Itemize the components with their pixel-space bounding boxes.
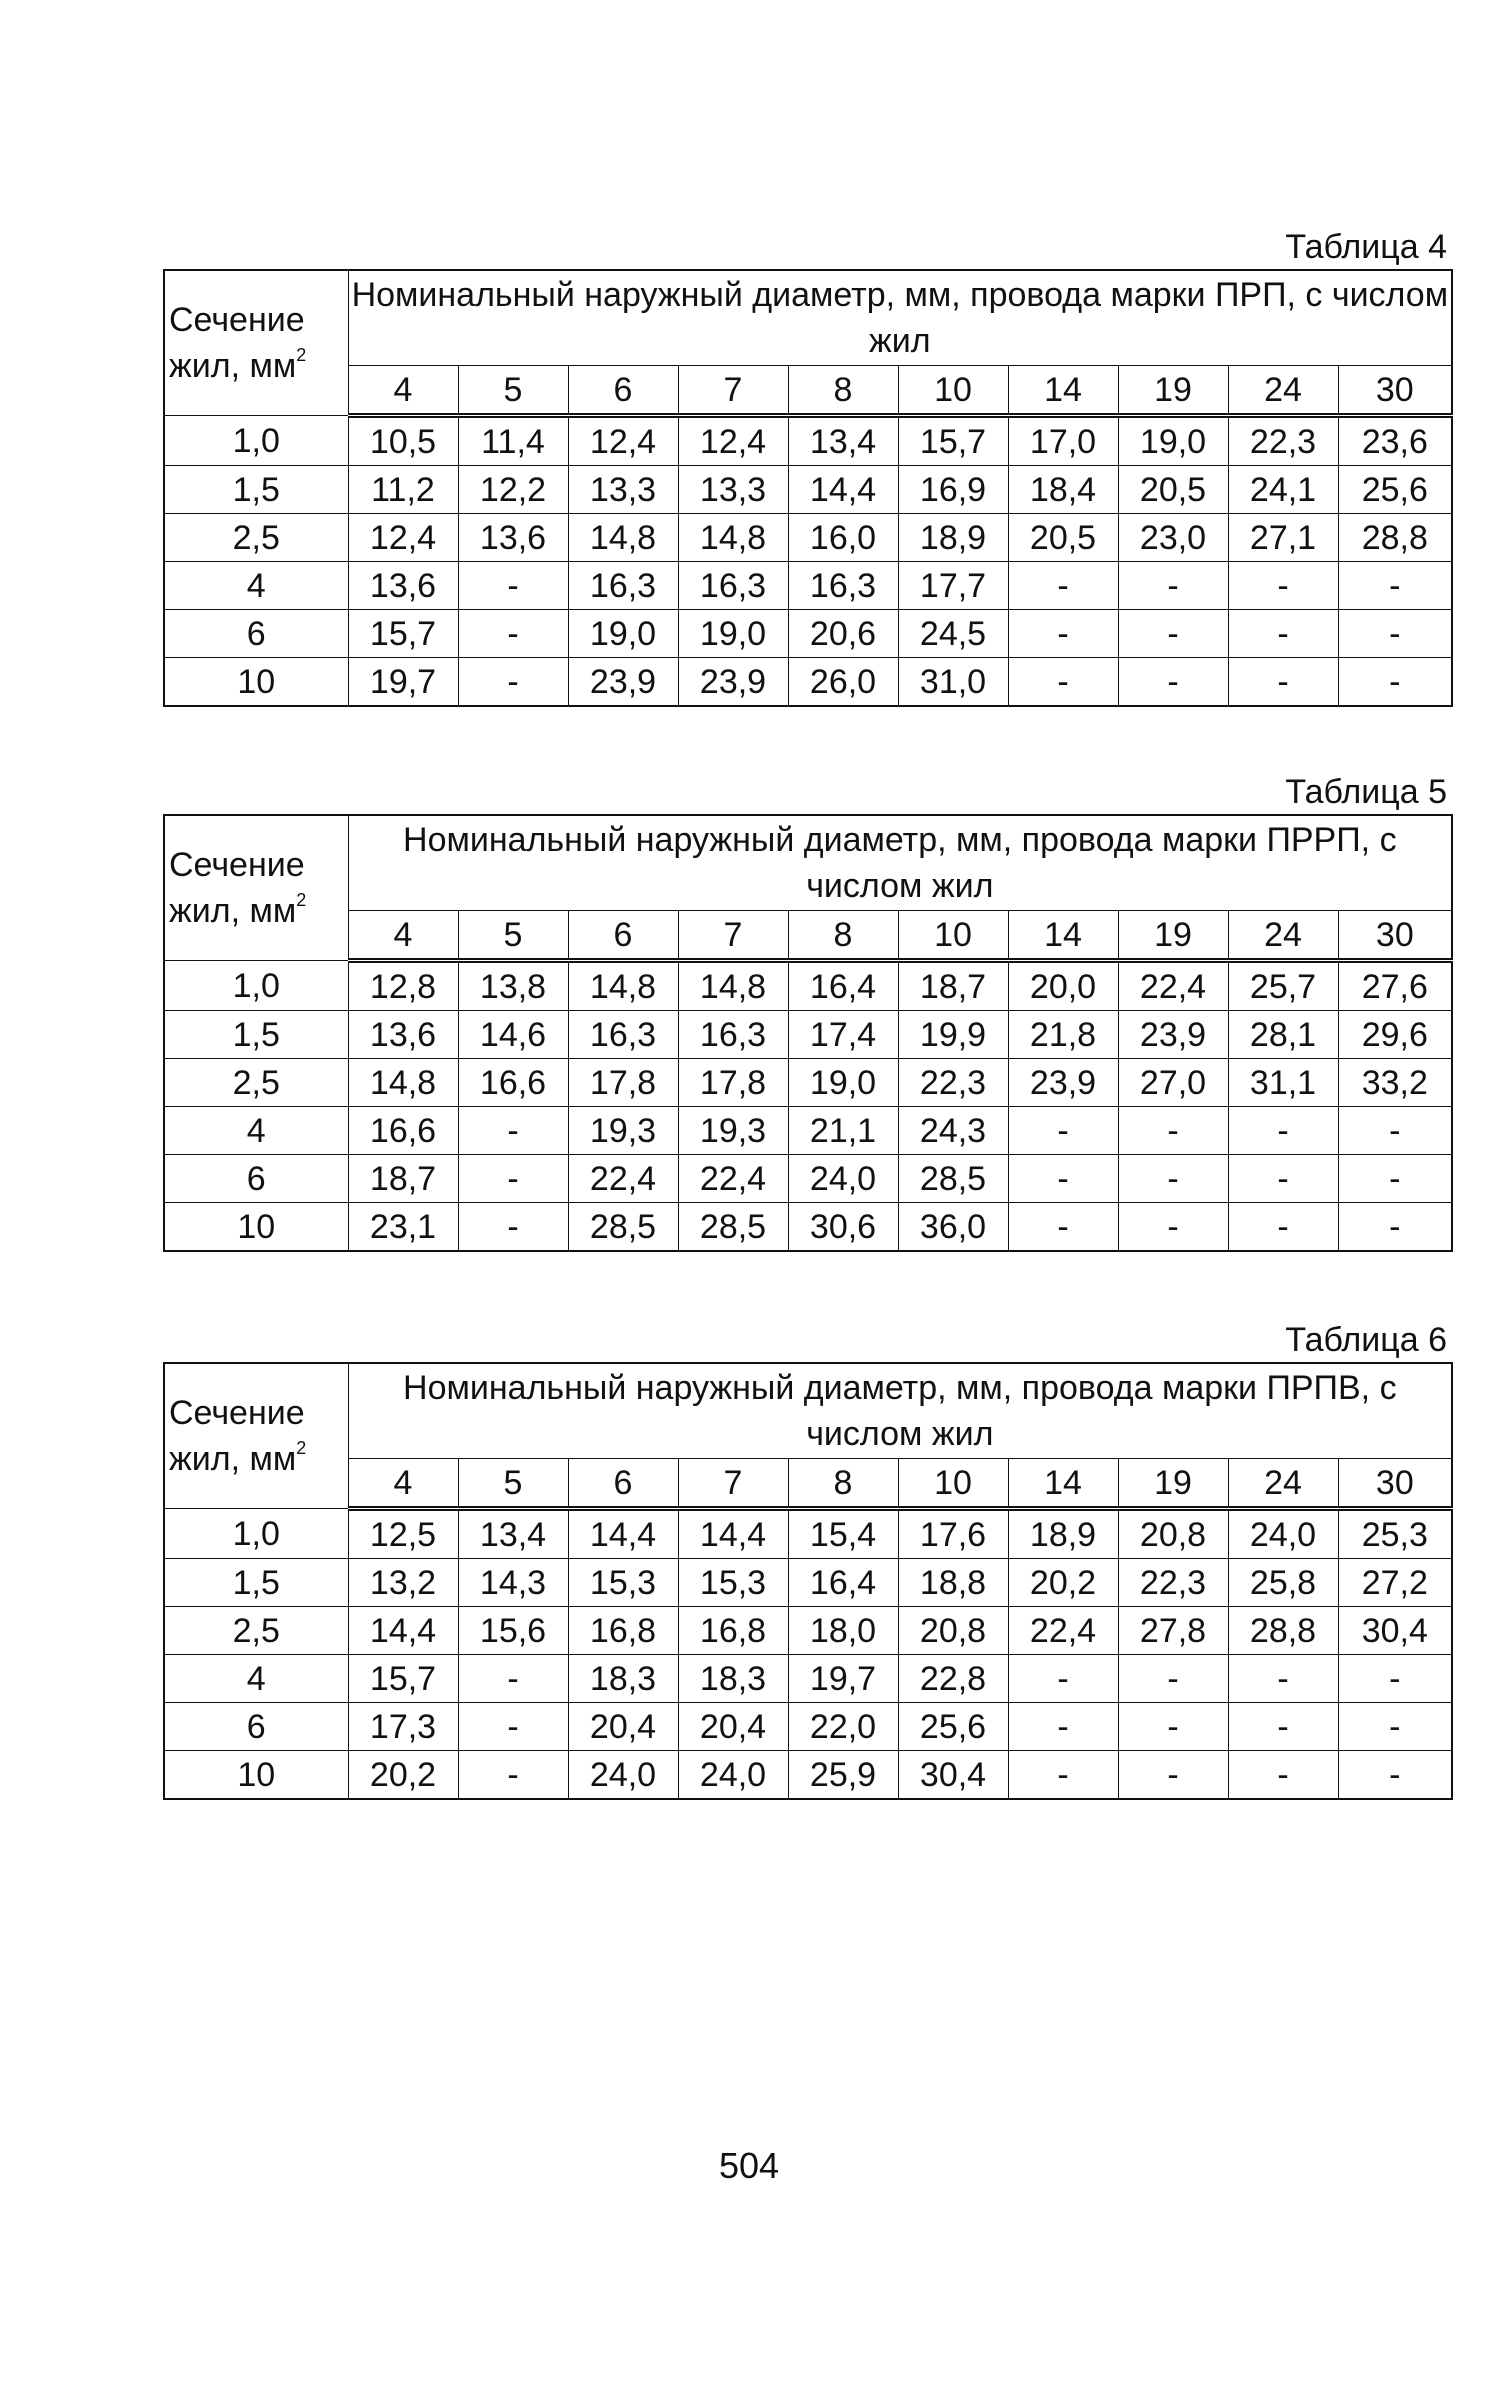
- diameter-cell: 14,8: [678, 514, 788, 562]
- diameter-cell: 25,7: [1228, 961, 1338, 1011]
- table-title-cell: Номинальный наружный диаметр, мм, провода марки ПРПВ, с числом жил: [348, 1363, 1452, 1459]
- core-count-cell: 19: [1118, 366, 1228, 416]
- diameter-cell: 16,3: [568, 562, 678, 610]
- diameter-cell: 15,3: [568, 1559, 678, 1607]
- diameter-cell: 15,7: [348, 610, 458, 658]
- header-row: [164, 1363, 1452, 1459]
- diameter-cell: -: [1118, 1655, 1228, 1703]
- diameter-cell: 19,3: [568, 1107, 678, 1155]
- diameter-cell: -: [1008, 1703, 1118, 1751]
- header-row: [164, 815, 1452, 911]
- diameter-cell: -: [1008, 610, 1118, 658]
- diameter-cell: 14,4: [788, 466, 898, 514]
- diameter-cell: 13,3: [678, 466, 788, 514]
- diameter-cell: 28,8: [1228, 1607, 1338, 1655]
- diameter-cell: 19,3: [678, 1107, 788, 1155]
- section-cell: 10: [164, 1203, 348, 1252]
- diameter-cell: -: [1118, 658, 1228, 707]
- diameter-cell: -: [1228, 1655, 1338, 1703]
- diameter-cell: 24,0: [568, 1751, 678, 1800]
- section-cell: 1,5: [164, 1559, 348, 1607]
- table-row: [164, 1155, 1452, 1203]
- diameter-cell: 15,7: [348, 1655, 458, 1703]
- diameter-cell: 14,8: [348, 1059, 458, 1107]
- diameter-cell: 19,7: [348, 658, 458, 707]
- diameter-cell: 20,4: [678, 1703, 788, 1751]
- section-cell: 10: [164, 1751, 348, 1800]
- diameter-cell: 14,8: [568, 514, 678, 562]
- diameter-cell: 16,6: [458, 1059, 568, 1107]
- diameter-cell: 23,9: [568, 658, 678, 707]
- diameter-cell: 16,3: [678, 1011, 788, 1059]
- diameter-cell: 17,3: [348, 1703, 458, 1751]
- section-cell: 6: [164, 1703, 348, 1751]
- diameter-cell: 18,8: [898, 1559, 1008, 1607]
- core-count-cell: 10: [898, 366, 1008, 416]
- diameter-cell: 18,0: [788, 1607, 898, 1655]
- section-header-sup: 2: [296, 345, 307, 365]
- table-row: [164, 1059, 1452, 1107]
- diameter-cell: 11,2: [348, 466, 458, 514]
- table-row: [164, 1703, 1452, 1751]
- section-header-cell: [164, 270, 348, 416]
- diameter-cell: 24,0: [788, 1155, 898, 1203]
- diameter-cell: 24,5: [898, 610, 1008, 658]
- table-row: [164, 658, 1452, 707]
- section-cell: 10: [164, 658, 348, 707]
- diameter-cell: 30,6: [788, 1203, 898, 1252]
- diameter-cell: 10,5: [348, 416, 458, 466]
- diameter-cell: -: [1118, 1203, 1228, 1252]
- core-count-cell: 10: [898, 911, 1008, 961]
- diameter-cell: 16,3: [678, 562, 788, 610]
- section-cell: 1,5: [164, 1011, 348, 1059]
- diameter-cell: 16,3: [568, 1011, 678, 1059]
- diameter-cell: 20,0: [1008, 961, 1118, 1011]
- diameter-cell: 19,7: [788, 1655, 898, 1703]
- section-cell: 2,5: [164, 514, 348, 562]
- diameter-cell: 22,8: [898, 1655, 1008, 1703]
- diameter-cell: 27,0: [1118, 1059, 1228, 1107]
- diameter-cell: -: [458, 1703, 568, 1751]
- diameter-cell: 20,6: [788, 610, 898, 658]
- core-count-cell: 14: [1008, 911, 1118, 961]
- diameter-cell: -: [1008, 1655, 1118, 1703]
- diameter-cell: 17,8: [568, 1059, 678, 1107]
- diameter-cell: 18,3: [678, 1655, 788, 1703]
- diameter-cell: -: [1228, 1107, 1338, 1155]
- core-count-cell: 30: [1338, 366, 1452, 416]
- diameter-cell: 22,0: [788, 1703, 898, 1751]
- diameter-cell: 12,2: [458, 466, 568, 514]
- diameter-cell: -: [1338, 1203, 1452, 1252]
- diameter-cell: 23,6: [1338, 416, 1452, 466]
- count-row: [164, 1459, 1452, 1509]
- diameter-cell: 22,4: [678, 1155, 788, 1203]
- diameter-cell: 18,7: [348, 1155, 458, 1203]
- diameter-cell: 30,4: [1338, 1607, 1452, 1655]
- core-count-cell: 7: [678, 1459, 788, 1509]
- diameter-cell: -: [1338, 658, 1452, 707]
- diameter-cell: 20,5: [1118, 466, 1228, 514]
- table-row: [164, 1107, 1452, 1155]
- diameter-cell: 18,3: [568, 1655, 678, 1703]
- diameter-cell: 20,8: [1118, 1509, 1228, 1559]
- diameter-cell: 20,5: [1008, 514, 1118, 562]
- core-count-cell: 6: [568, 366, 678, 416]
- diameter-cell: -: [1338, 1751, 1452, 1800]
- diameter-cell: 12,5: [348, 1509, 458, 1559]
- diameter-cell: -: [1008, 562, 1118, 610]
- diameter-cell: -: [1118, 1751, 1228, 1800]
- diameter-cell: 13,8: [458, 961, 568, 1011]
- diameter-cell: 13,6: [348, 562, 458, 610]
- diameter-cell: 13,6: [458, 514, 568, 562]
- diameter-cell: 11,4: [458, 416, 568, 466]
- diameter-cell: -: [1338, 1107, 1452, 1155]
- diameter-cell: 14,8: [568, 961, 678, 1011]
- section-header-cell: [164, 815, 348, 961]
- diameter-cell: 21,1: [788, 1107, 898, 1155]
- table-row: [164, 466, 1452, 514]
- diameter-cell: -: [1338, 1155, 1452, 1203]
- core-count-cell: 24: [1228, 366, 1338, 416]
- table-title-cell: Номинальный наружный диаметр, мм, провода марки ПРП, с числом жил: [348, 270, 1452, 366]
- diameter-cell: 28,1: [1228, 1011, 1338, 1059]
- table-row: [164, 1509, 1452, 1559]
- diameter-cell: -: [458, 1203, 568, 1252]
- count-row: [164, 911, 1452, 961]
- diameter-cell: 14,8: [678, 961, 788, 1011]
- diameter-cell: 18,7: [898, 961, 1008, 1011]
- diameter-cell: 22,3: [898, 1059, 1008, 1107]
- diameter-cell: 19,0: [788, 1059, 898, 1107]
- table-row: [164, 416, 1452, 466]
- diameter-cell: 16,9: [898, 466, 1008, 514]
- core-count-cell: 7: [678, 911, 788, 961]
- section-cell: 1,0: [164, 961, 348, 1011]
- core-count-cell: 14: [1008, 1459, 1118, 1509]
- diameter-cell: 19,9: [898, 1011, 1008, 1059]
- section-header-text: Сечение жил, мм: [169, 301, 305, 385]
- diameter-cell: 27,8: [1118, 1607, 1228, 1655]
- diameter-cell: 13,3: [568, 466, 678, 514]
- diameter-cell: 22,4: [568, 1155, 678, 1203]
- core-count-cell: 8: [788, 366, 898, 416]
- diameter-cell: 18,9: [1008, 1509, 1118, 1559]
- table-block-5: [163, 772, 1451, 1252]
- diameter-cell: 23,1: [348, 1203, 458, 1252]
- diameter-cell: -: [1228, 610, 1338, 658]
- diameter-cell: 14,4: [568, 1509, 678, 1559]
- diameter-cell: 13,6: [348, 1011, 458, 1059]
- diameter-cell: -: [1118, 1155, 1228, 1203]
- diameter-cell: 20,2: [348, 1751, 458, 1800]
- diameter-cell: 36,0: [898, 1203, 1008, 1252]
- diameter-table: [163, 814, 1453, 1252]
- diameter-cell: 27,1: [1228, 514, 1338, 562]
- table-row: [164, 514, 1452, 562]
- diameter-cell: -: [1338, 562, 1452, 610]
- diameter-cell: 17,4: [788, 1011, 898, 1059]
- page-number: 504: [718, 2145, 780, 2186]
- core-count-cell: 8: [788, 1459, 898, 1509]
- diameter-cell: 15,6: [458, 1607, 568, 1655]
- diameter-cell: 22,3: [1228, 416, 1338, 466]
- diameter-cell: 33,2: [1338, 1059, 1452, 1107]
- section-cell: 1,0: [164, 1509, 348, 1559]
- section-header-text: Сечение жил, мм: [169, 1394, 305, 1478]
- table-row: [164, 1011, 1452, 1059]
- core-count-cell: 4: [348, 911, 458, 961]
- diameter-cell: 16,3: [788, 562, 898, 610]
- diameter-cell: 19,0: [1118, 416, 1228, 466]
- diameter-cell: 12,4: [678, 416, 788, 466]
- diameter-cell: 25,8: [1228, 1559, 1338, 1607]
- section-cell: 1,5: [164, 466, 348, 514]
- diameter-cell: -: [1118, 610, 1228, 658]
- diameter-cell: 15,7: [898, 416, 1008, 466]
- diameter-cell: -: [1228, 1703, 1338, 1751]
- diameter-cell: 13,4: [788, 416, 898, 466]
- table-row: [164, 961, 1452, 1011]
- section-cell: 1,0: [164, 416, 348, 466]
- table-row: [164, 1203, 1452, 1252]
- section-header-cell: [164, 1363, 348, 1509]
- diameter-cell: -: [458, 1107, 568, 1155]
- diameter-cell: 12,4: [568, 416, 678, 466]
- core-count-cell: 6: [568, 1459, 678, 1509]
- core-count-cell: 8: [788, 911, 898, 961]
- diameter-cell: 22,4: [1008, 1607, 1118, 1655]
- diameter-cell: 16,6: [348, 1107, 458, 1155]
- diameter-cell: 16,4: [788, 1559, 898, 1607]
- core-count-cell: 4: [348, 1459, 458, 1509]
- diameter-cell: 24,0: [678, 1751, 788, 1800]
- section-header-sup: 2: [296, 1438, 307, 1458]
- table-row: [164, 1559, 1452, 1607]
- core-count-cell: 30: [1338, 1459, 1452, 1509]
- section-header-sup: 2: [296, 890, 307, 910]
- core-count-cell: 30: [1338, 911, 1452, 961]
- table-row: [164, 1607, 1452, 1655]
- diameter-cell: -: [1228, 658, 1338, 707]
- diameter-cell: -: [1118, 1107, 1228, 1155]
- table-row: [164, 1655, 1452, 1703]
- diameter-cell: -: [1008, 1751, 1118, 1800]
- diameter-cell: -: [1008, 1203, 1118, 1252]
- core-count-cell: 14: [1008, 366, 1118, 416]
- diameter-cell: 14,4: [348, 1607, 458, 1655]
- diameter-cell: -: [1008, 658, 1118, 707]
- core-count-cell: 24: [1228, 1459, 1338, 1509]
- diameter-cell: 23,0: [1118, 514, 1228, 562]
- section-cell: 2,5: [164, 1059, 348, 1107]
- core-count-cell: 5: [458, 911, 568, 961]
- diameter-cell: 27,6: [1338, 961, 1452, 1011]
- diameter-cell: 17,7: [898, 562, 1008, 610]
- table-caption: Таблица 5: [1285, 773, 1447, 811]
- diameter-cell: -: [458, 658, 568, 707]
- diameter-cell: 23,9: [678, 658, 788, 707]
- section-cell: 6: [164, 1155, 348, 1203]
- diameter-cell: 24,1: [1228, 466, 1338, 514]
- diameter-cell: 14,3: [458, 1559, 568, 1607]
- diameter-cell: -: [458, 1155, 568, 1203]
- diameter-cell: 25,3: [1338, 1509, 1452, 1559]
- diameter-cell: -: [1338, 1655, 1452, 1703]
- diameter-cell: 28,5: [568, 1203, 678, 1252]
- section-cell: 4: [164, 1107, 348, 1155]
- diameter-cell: 19,0: [568, 610, 678, 658]
- diameter-cell: 12,8: [348, 961, 458, 1011]
- diameter-cell: 16,4: [788, 961, 898, 1011]
- diameter-cell: 17,8: [678, 1059, 788, 1107]
- core-count-cell: 4: [348, 366, 458, 416]
- diameter-cell: -: [1118, 1703, 1228, 1751]
- section-cell: 6: [164, 610, 348, 658]
- core-count-cell: 5: [458, 366, 568, 416]
- section-cell: 2,5: [164, 1607, 348, 1655]
- table-caption: Таблица 4: [1285, 228, 1447, 266]
- core-count-cell: 7: [678, 366, 788, 416]
- table-caption: Таблица 6: [1285, 1321, 1447, 1359]
- diameter-cell: 25,9: [788, 1751, 898, 1800]
- diameter-cell: 31,0: [898, 658, 1008, 707]
- section-cell: 4: [164, 562, 348, 610]
- diameter-cell: -: [1008, 1107, 1118, 1155]
- diameter-cell: 23,9: [1008, 1059, 1118, 1107]
- diameter-cell: 28,8: [1338, 514, 1452, 562]
- diameter-cell: -: [1228, 562, 1338, 610]
- diameter-cell: 31,1: [1228, 1059, 1338, 1107]
- table-row: [164, 610, 1452, 658]
- diameter-cell: 13,2: [348, 1559, 458, 1607]
- diameter-cell: 20,8: [898, 1607, 1008, 1655]
- core-count-cell: 24: [1228, 911, 1338, 961]
- diameter-cell: -: [1118, 562, 1228, 610]
- diameter-cell: 17,0: [1008, 416, 1118, 466]
- diameter-cell: 16,8: [568, 1607, 678, 1655]
- diameter-cell: 28,5: [898, 1155, 1008, 1203]
- diameter-cell: 14,6: [458, 1011, 568, 1059]
- count-row: [164, 366, 1452, 416]
- diameter-cell: 18,9: [898, 514, 1008, 562]
- diameter-cell: 14,4: [678, 1509, 788, 1559]
- core-count-cell: 6: [568, 911, 678, 961]
- diameter-cell: 15,4: [788, 1509, 898, 1559]
- diameter-cell: -: [1338, 610, 1452, 658]
- diameter-cell: -: [458, 1751, 568, 1800]
- core-count-cell: 10: [898, 1459, 1008, 1509]
- diameter-cell: -: [458, 1655, 568, 1703]
- diameter-cell: -: [1338, 1703, 1452, 1751]
- diameter-cell: 15,3: [678, 1559, 788, 1607]
- section-header-text: Сечение жил, мм: [169, 846, 305, 930]
- diameter-cell: 22,4: [1118, 961, 1228, 1011]
- table-title-cell: Номинальный наружный диаметр, мм, провода марки ПРРП, с числом жил: [348, 815, 1452, 911]
- diameter-cell: 23,9: [1118, 1011, 1228, 1059]
- diameter-cell: -: [1228, 1751, 1338, 1800]
- diameter-cell: 21,8: [1008, 1011, 1118, 1059]
- diameter-cell: 24,0: [1228, 1509, 1338, 1559]
- diameter-cell: 25,6: [1338, 466, 1452, 514]
- diameter-cell: 25,6: [898, 1703, 1008, 1751]
- diameter-cell: 22,3: [1118, 1559, 1228, 1607]
- diameter-table: [163, 1362, 1453, 1800]
- diameter-cell: 19,0: [678, 610, 788, 658]
- diameter-cell: 18,4: [1008, 466, 1118, 514]
- diameter-cell: 13,4: [458, 1509, 568, 1559]
- header-row: [164, 270, 1452, 366]
- diameter-table: [163, 269, 1453, 707]
- table-block-4: [163, 227, 1451, 707]
- diameter-cell: 24,3: [898, 1107, 1008, 1155]
- diameter-cell: 29,6: [1338, 1011, 1452, 1059]
- table-row: [164, 562, 1452, 610]
- diameter-cell: -: [458, 610, 568, 658]
- diameter-cell: 12,4: [348, 514, 458, 562]
- table-row: [164, 1751, 1452, 1800]
- diameter-cell: 16,0: [788, 514, 898, 562]
- diameter-cell: 26,0: [788, 658, 898, 707]
- diameter-cell: 20,4: [568, 1703, 678, 1751]
- diameter-cell: 30,4: [898, 1751, 1008, 1800]
- diameter-cell: -: [458, 562, 568, 610]
- diameter-cell: 28,5: [678, 1203, 788, 1252]
- diameter-cell: -: [1228, 1203, 1338, 1252]
- core-count-cell: 19: [1118, 911, 1228, 961]
- table-block-6: [163, 1320, 1451, 1800]
- diameter-cell: -: [1008, 1155, 1118, 1203]
- core-count-cell: 19: [1118, 1459, 1228, 1509]
- diameter-cell: 20,2: [1008, 1559, 1118, 1607]
- diameter-cell: 16,8: [678, 1607, 788, 1655]
- section-cell: 4: [164, 1655, 348, 1703]
- diameter-cell: 27,2: [1338, 1559, 1452, 1607]
- diameter-cell: -: [1228, 1155, 1338, 1203]
- diameter-cell: 17,6: [898, 1509, 1008, 1559]
- core-count-cell: 5: [458, 1459, 568, 1509]
